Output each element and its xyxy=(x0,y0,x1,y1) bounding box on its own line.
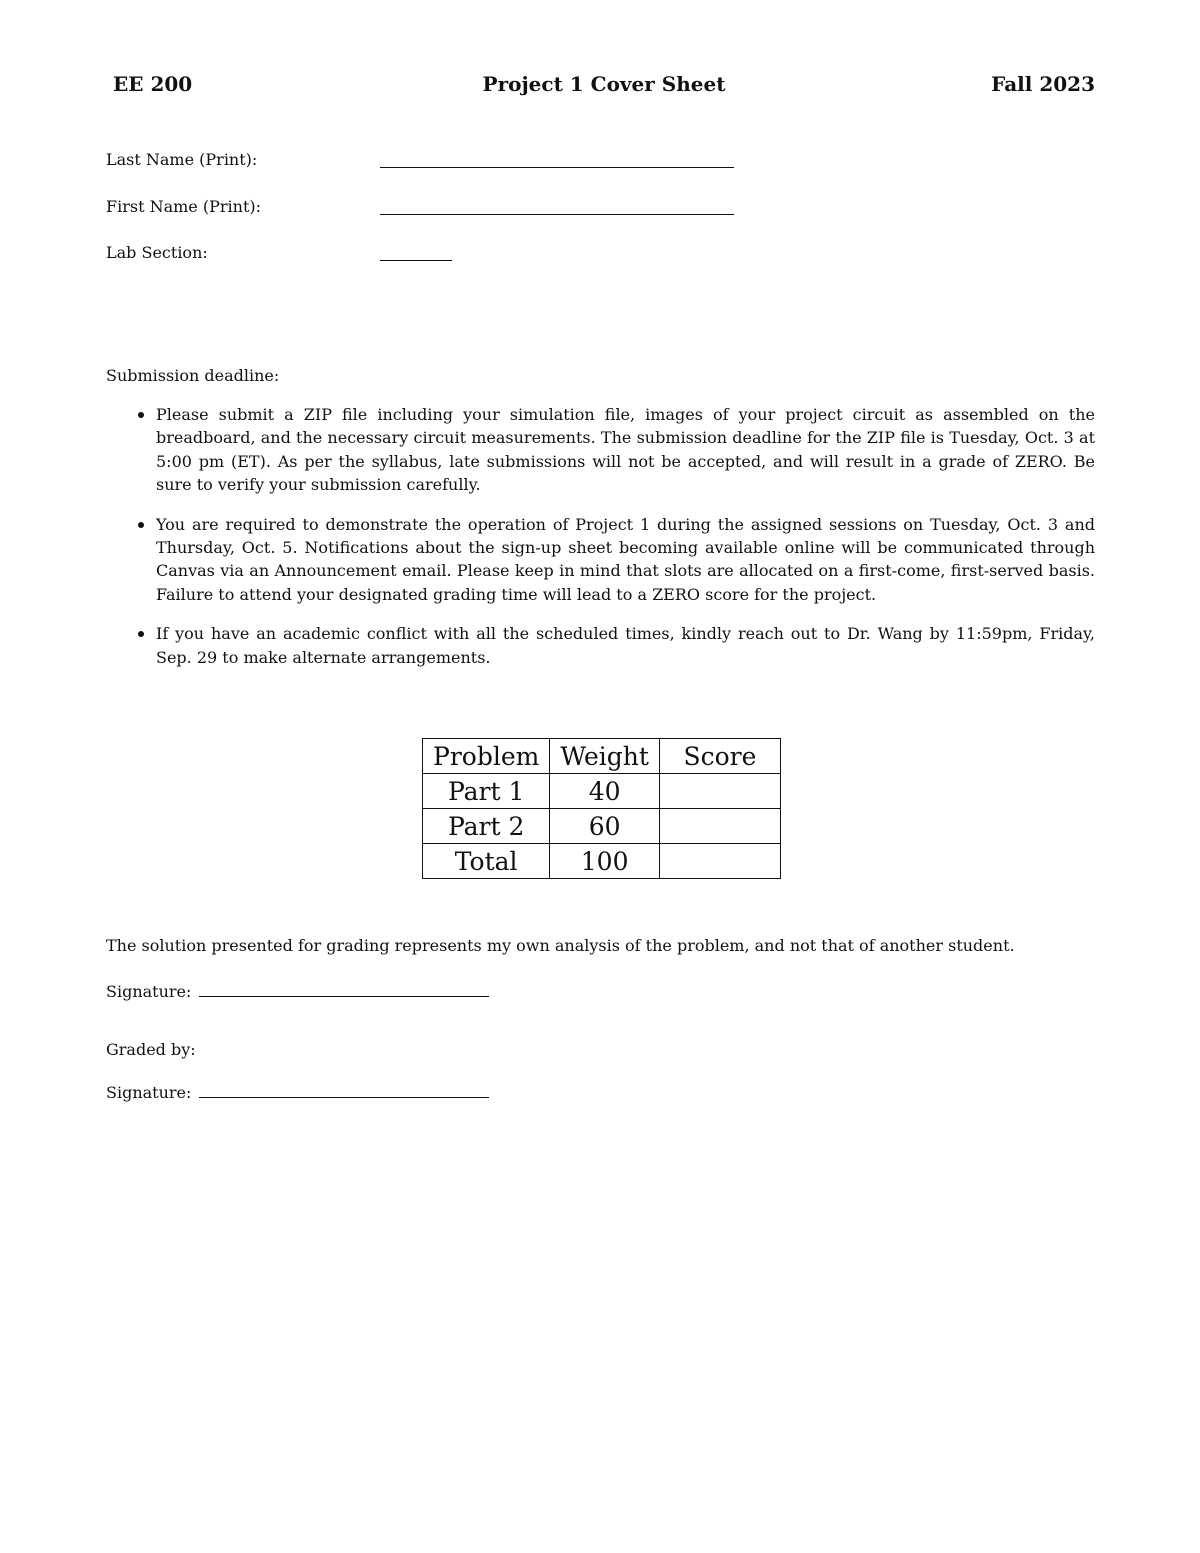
table-header-row xyxy=(423,739,781,774)
score-cell[interactable] xyxy=(659,844,780,879)
list-item-text: If you have an academic conflict with all the scheduled times, kindly reach out to Dr. Wang by 11:59pm, Friday, Sep. 29 to make alternate arrangements. xyxy=(156,624,1095,667)
first-name-field[interactable] xyxy=(106,197,261,221)
problem-cell: Part 1 xyxy=(423,774,550,809)
graded-by-label: Graded by: xyxy=(106,1040,196,1059)
grader-signature-field[interactable] xyxy=(106,1083,489,1107)
signature-label: Signature: xyxy=(106,982,192,1001)
page-header xyxy=(113,72,1095,100)
table-row xyxy=(423,774,781,809)
header-weight: Weight xyxy=(550,739,660,774)
bullet-icon xyxy=(138,412,144,418)
student-signature-field[interactable] xyxy=(106,982,489,1006)
header-problem: Problem xyxy=(423,739,550,774)
list-item-text: You are required to demonstrate the operation of Project 1 during the assigned sessions on Tuesday, Oct. 3 and Thursday, Oct. 5. Notifications about the sign-up sheet becoming available online will be communicated through Canvas via an Announcement email. Please keep in mind that slots are allocated on a first-come, first-served basis. Failure to attend your designated grading time will lead to a ZERO score for the project. xyxy=(156,514,1095,604)
list-item xyxy=(106,513,1095,607)
grade-table xyxy=(422,738,781,879)
last-name-field[interactable] xyxy=(106,150,257,174)
table-row xyxy=(423,809,781,844)
document-title: Project 1 Cover Sheet xyxy=(482,72,726,96)
lab-section-line[interactable] xyxy=(380,260,452,261)
last-name-line[interactable] xyxy=(380,167,734,168)
deadline-list xyxy=(106,403,1095,685)
last-name-label: Last Name (Print): xyxy=(106,150,258,169)
lab-section-label: Lab Section: xyxy=(106,243,208,262)
bullet-icon xyxy=(138,522,144,528)
weight-cell: 100 xyxy=(550,844,660,879)
score-cell[interactable] xyxy=(659,774,780,809)
lab-section-field[interactable] xyxy=(106,243,208,267)
list-item xyxy=(106,403,1095,497)
table-row xyxy=(423,844,781,879)
problem-cell: Total xyxy=(423,844,550,879)
score-cell[interactable] xyxy=(659,809,780,844)
list-item-text: Please submit a ZIP file including your simulation file, images of your project circuit as assembled on the breadboard, and the necessary circuit measurements. The submission deadline for the ZIP file is Tuesday, Oct. 3 at 5:00 pm (ET). As per the syllabus, late submissions will not be accepted, and will result in a grade of ZERO. Be sure to verify your submission carefully. xyxy=(156,405,1095,495)
list-item xyxy=(106,622,1095,669)
signature-label: Signature: xyxy=(106,1083,192,1102)
header-score: Score xyxy=(659,739,780,774)
problem-cell: Part 2 xyxy=(423,809,550,844)
weight-cell: 60 xyxy=(550,809,660,844)
course-code: EE 200 xyxy=(113,72,193,96)
honor-statement: The solution presented for grading represents my own analysis of the problem, and not that of another student. xyxy=(106,936,1015,955)
term: Fall 2023 xyxy=(991,72,1095,96)
first-name-line[interactable] xyxy=(380,214,734,215)
weight-cell: 40 xyxy=(550,774,660,809)
signature-line[interactable] xyxy=(199,982,489,997)
deadline-heading: Submission deadline: xyxy=(106,366,280,385)
signature-line[interactable] xyxy=(199,1083,489,1098)
first-name-label: First Name (Print): xyxy=(106,197,261,216)
bullet-icon xyxy=(138,631,144,637)
